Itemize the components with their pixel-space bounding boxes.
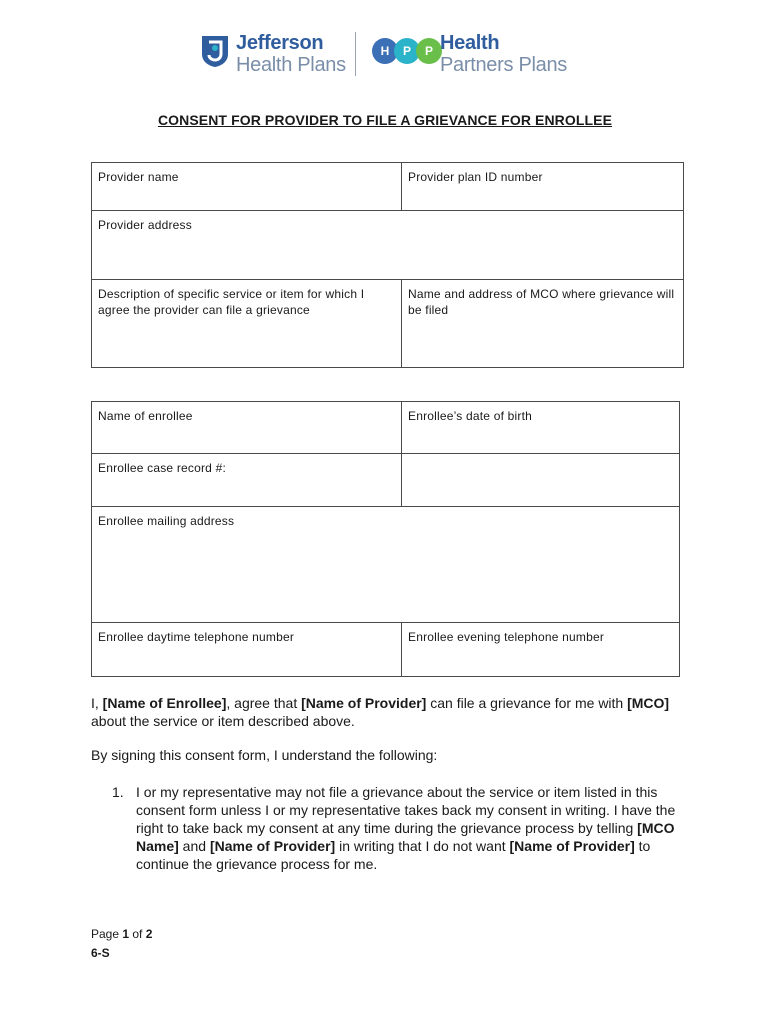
hpp-logo-line1: Health <box>440 32 500 54</box>
daytime-phone-label: Enrollee daytime telephone number <box>98 630 295 644</box>
enrollee-info-table <box>91 401 680 677</box>
daytime-phone-field[interactable] <box>92 623 402 677</box>
page-of-word: of <box>129 927 146 941</box>
form-code: 6-S <box>91 946 110 960</box>
jefferson-shield-icon <box>200 34 230 68</box>
provider-plan-id-label: Provider plan ID number <box>408 170 543 184</box>
provider-address-field[interactable] <box>92 211 684 280</box>
case-record-field[interactable] <box>92 454 402 507</box>
hpp-letter-p1: P <box>394 38 420 64</box>
enrollee-name-placeholder: [Name of Enrollee] <box>102 695 227 711</box>
page-current: 1 <box>122 927 130 941</box>
hpp-letter-h: H <box>372 38 398 64</box>
page-footer <box>91 925 152 963</box>
agreement-text-2: , agree that <box>226 695 302 711</box>
agreement-paragraph <box>91 694 691 730</box>
header-logos <box>200 30 580 78</box>
list-text-2: and <box>178 838 210 854</box>
mco-name-address-field[interactable] <box>402 280 684 368</box>
list-text-3: in writing that I do not want <box>335 838 510 854</box>
signing-intro: By signing this consent form, I understand the following: <box>91 747 438 763</box>
provider-plan-id-field[interactable] <box>402 163 684 211</box>
agreement-text-1: I, <box>91 695 103 711</box>
enrollee-dob-label: Enrollee’s date of birth <box>408 409 532 423</box>
provider-info-table <box>91 162 684 368</box>
enrollee-name-label: Name of enrollee <box>98 409 193 423</box>
service-description-field[interactable] <box>92 280 402 368</box>
jefferson-logo-line1: Jefferson <box>236 32 324 54</box>
case-record-value-field[interactable] <box>402 454 680 507</box>
mco-name-placeholder: [MCO Name] <box>136 820 675 854</box>
hpp-letter-p2: P <box>416 38 442 64</box>
provider-name-placeholder-2: [Name of Provider] <box>209 838 336 854</box>
agreement-text-3: can file a grievance for me with <box>426 695 628 711</box>
service-description-label: Description of specific service or item for which I agree the provider can file a grievance <box>98 287 365 317</box>
enrollee-name-field[interactable] <box>92 402 402 454</box>
hpp-logo-line2: Partners Plans <box>440 54 567 76</box>
enrollee-dob-field[interactable] <box>402 402 680 454</box>
list-text-4: to continue the grievance process for me. <box>136 838 651 872</box>
hpp-logo-text <box>440 32 567 76</box>
mco-placeholder: [MCO] <box>627 695 670 711</box>
logo-divider <box>355 32 356 76</box>
provider-name-field[interactable] <box>92 163 402 211</box>
list-text-1: I or my representative may not file a grievance about the service or item listed in this consent form unless I or my representative takes back my consent in writing. I have the right to take back my consent at any time during the grievance process by telling <box>136 784 676 836</box>
evening-phone-field[interactable] <box>402 623 680 677</box>
page-number <box>91 925 152 944</box>
mailing-address-field[interactable] <box>92 507 680 623</box>
provider-name-label: Provider name <box>98 170 179 184</box>
case-record-label: Enrollee case record #: <box>98 461 226 475</box>
page-total: 2 <box>145 927 153 941</box>
provider-address-label: Provider address <box>98 218 192 232</box>
mco-name-address-label: Name and address of MCO where grievance will be filed <box>408 287 675 317</box>
page-word: Page <box>91 927 123 941</box>
provider-name-placeholder: [Name of Provider] <box>301 695 427 711</box>
mailing-address-label: Enrollee mailing address <box>98 514 235 528</box>
agreement-text-4: about the service or item described above. <box>91 713 355 729</box>
evening-phone-label: Enrollee evening telephone number <box>408 630 605 644</box>
document-title: CONSENT FOR PROVIDER TO FILE A GRIEVANCE FOR ENROLLEE <box>157 112 613 128</box>
list-item-text <box>136 783 696 873</box>
jefferson-logo-line2: Health Plans <box>236 54 346 76</box>
jefferson-logo-text <box>236 32 346 76</box>
list-item-number: 1. <box>112 784 124 800</box>
hpp-logo-mark <box>372 38 432 64</box>
provider-name-placeholder-3: [Name of Provider] <box>509 838 635 854</box>
